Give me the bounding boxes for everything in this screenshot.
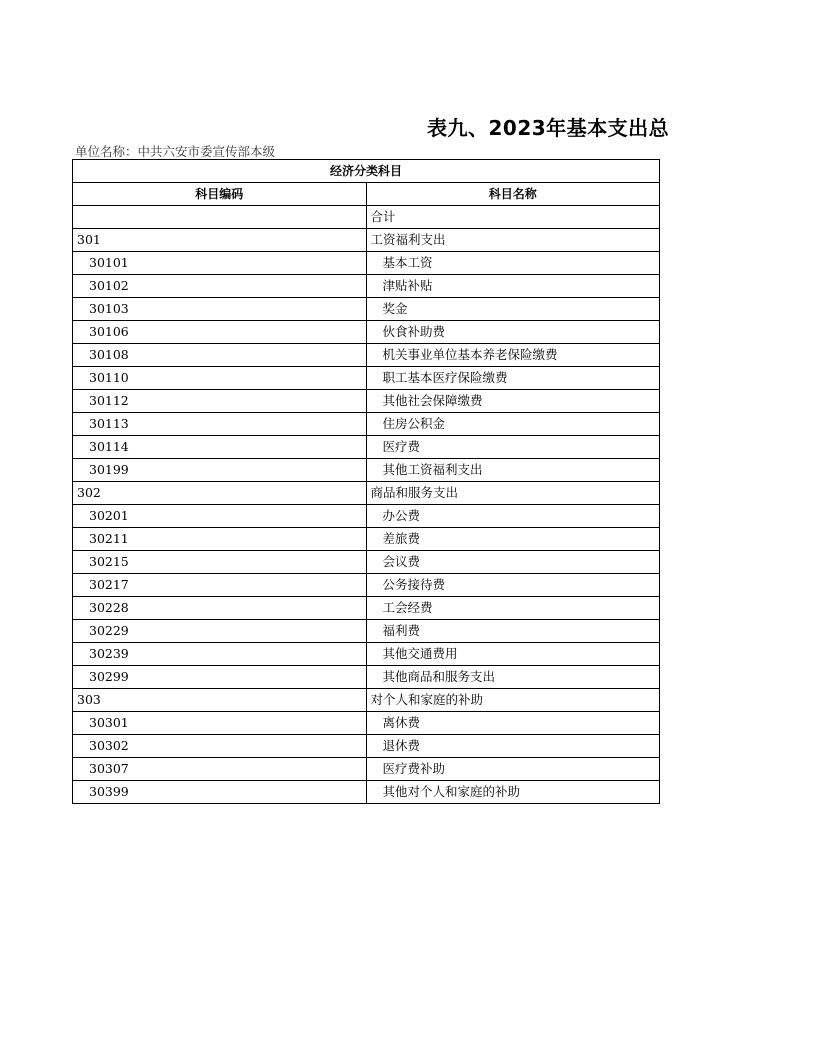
- unit-label: 单位名称：中共六安市委宣传部本级: [75, 144, 276, 159]
- row-code-cell: 30112: [73, 390, 367, 413]
- row-name-cell: 会议费: [366, 551, 660, 574]
- row-name-cell: 机关事业单位基本养老保险缴费: [366, 344, 660, 367]
- table-row: [73, 459, 660, 482]
- row-name-cell: 奖金: [366, 298, 660, 321]
- row-name-cell: 伙食补助费: [366, 321, 660, 344]
- row-name-cell: 商品和服务支出: [366, 482, 660, 505]
- table-row: [73, 758, 660, 781]
- table-row: [73, 735, 660, 758]
- row-name-cell: 其他对个人和家庭的补助: [366, 781, 660, 804]
- table-row: [73, 344, 660, 367]
- table-group-header-row: [73, 160, 660, 183]
- table-row: [73, 206, 660, 229]
- row-code-cell: 301: [73, 229, 367, 252]
- row-name-cell: 差旅费: [366, 528, 660, 551]
- table-body: [73, 160, 660, 804]
- table-row: [73, 252, 660, 275]
- row-code-cell: 30302: [73, 735, 367, 758]
- row-name-cell: 医疗费补助: [366, 758, 660, 781]
- row-code-cell: 303: [73, 689, 367, 712]
- row-name-cell: 办公费: [366, 505, 660, 528]
- row-code-cell: 30106: [73, 321, 367, 344]
- row-name-cell: 基本工资: [366, 252, 660, 275]
- row-code-cell: 30103: [73, 298, 367, 321]
- table-row: [73, 482, 660, 505]
- table-row: [73, 505, 660, 528]
- table-row: [73, 390, 660, 413]
- row-name-cell: 工资福利支出: [366, 229, 660, 252]
- row-name-cell: 其他社会保障缴费: [366, 390, 660, 413]
- table-row: [73, 597, 660, 620]
- row-code-cell: 30211: [73, 528, 367, 551]
- row-name-cell: 福利费: [366, 620, 660, 643]
- row-code-cell: 30299: [73, 666, 367, 689]
- table-row: [73, 620, 660, 643]
- row-code-cell: 30108: [73, 344, 367, 367]
- row-code-cell: [73, 206, 367, 229]
- table-row: [73, 574, 660, 597]
- row-code-cell: 30110: [73, 367, 367, 390]
- table-row: [73, 229, 660, 252]
- table-row: [73, 275, 660, 298]
- row-name-cell: 工会经费: [366, 597, 660, 620]
- row-code-cell: 30113: [73, 413, 367, 436]
- row-name-cell: 医疗费: [366, 436, 660, 459]
- row-code-cell: 30101: [73, 252, 367, 275]
- table-row: [73, 367, 660, 390]
- row-name-cell: 退休费: [366, 735, 660, 758]
- row-code-cell: 30307: [73, 758, 367, 781]
- table-row: [73, 551, 660, 574]
- table-row: [73, 528, 660, 551]
- column-header-code: 科目编码: [73, 183, 367, 206]
- row-code-cell: 30301: [73, 712, 367, 735]
- row-name-cell: 其他商品和服务支出: [366, 666, 660, 689]
- row-name-cell: 对个人和家庭的补助: [366, 689, 660, 712]
- row-name-cell: 其他交通费用: [366, 643, 660, 666]
- row-code-cell: 30201: [73, 505, 367, 528]
- row-code-cell: 302: [73, 482, 367, 505]
- expenditure-table: [72, 159, 660, 804]
- table-row: [73, 781, 660, 804]
- table-row: [73, 413, 660, 436]
- row-name-cell: 职工基本医疗保险缴费: [366, 367, 660, 390]
- row-code-cell: 30199: [73, 459, 367, 482]
- row-code-cell: 30229: [73, 620, 367, 643]
- row-name-cell: 其他工资福利支出: [366, 459, 660, 482]
- row-code-cell: 30215: [73, 551, 367, 574]
- row-code-cell: 30239: [73, 643, 367, 666]
- table-row: [73, 321, 660, 344]
- table-row: [73, 643, 660, 666]
- row-code-cell: 30217: [73, 574, 367, 597]
- page-title: 表九、2023年基本支出总: [427, 116, 670, 140]
- table-row: [73, 298, 660, 321]
- table-row: [73, 689, 660, 712]
- row-name-cell: 津贴补贴: [366, 275, 660, 298]
- column-header-name: 科目名称: [366, 183, 660, 206]
- row-code-cell: 30102: [73, 275, 367, 298]
- table-row: [73, 436, 660, 459]
- table-row: [73, 712, 660, 735]
- row-code-cell: 30399: [73, 781, 367, 804]
- row-code-cell: 30228: [73, 597, 367, 620]
- row-code-cell: 30114: [73, 436, 367, 459]
- row-name-cell: 离休费: [366, 712, 660, 735]
- table-row: [73, 666, 660, 689]
- table-column-header-row: [73, 183, 660, 206]
- row-name-cell: 住房公积金: [366, 413, 660, 436]
- row-name-cell: 合计: [366, 206, 660, 229]
- row-name-cell: 公务接待费: [366, 574, 660, 597]
- group-header: 经济分类科目: [73, 160, 660, 183]
